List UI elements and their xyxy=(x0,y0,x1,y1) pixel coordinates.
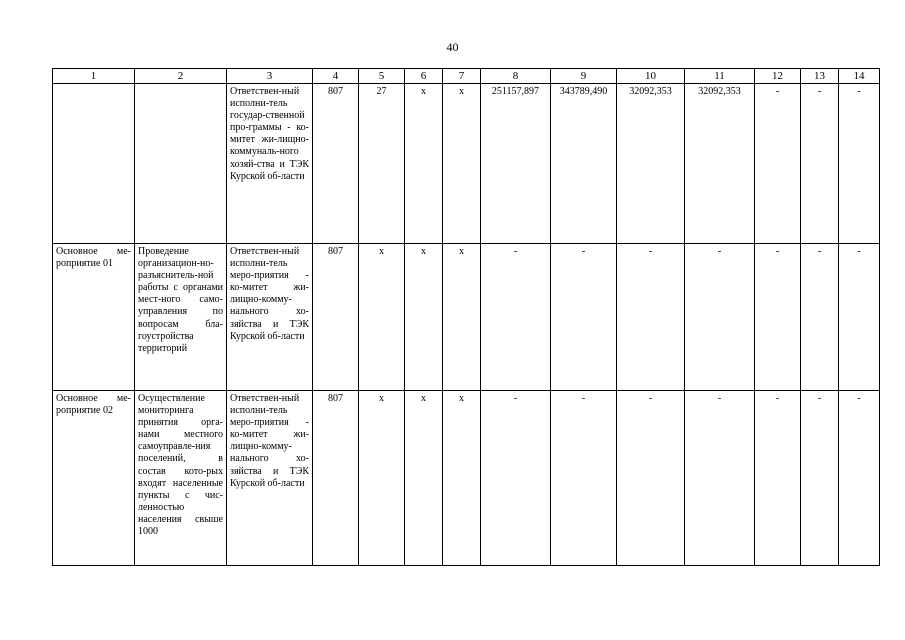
column-header: 4 xyxy=(313,69,359,84)
table-cell: - xyxy=(801,244,839,391)
column-header: 9 xyxy=(551,69,617,84)
table-cell: 343789,490 xyxy=(551,84,617,244)
table-cell: - xyxy=(839,84,880,244)
table-cell: - xyxy=(481,391,551,566)
table-cell: х xyxy=(443,84,481,244)
table-cell: Осуществление мониторинга принятия орга-нами местного самоуправле-ния поселений, в состав кото-рых входят населенные пункты с чис-ленностью населения свыше 1000 xyxy=(135,391,227,566)
table-cell: Ответствен-ный исполни-тель государ-ственной про-граммы - ко-митет жи-лищно-коммуналь-ного хозяй-ства и ТЭК Курской об-ласти xyxy=(227,84,313,244)
table-cell: 807 xyxy=(313,391,359,566)
table-cell: 27 xyxy=(359,84,405,244)
table-row xyxy=(53,84,880,244)
table-cell: - xyxy=(685,391,755,566)
table-row xyxy=(53,391,880,566)
table-cell: Ответствен-ный исполни-тель меро-приятия - ко-митет жи-лищно-комму-нального хо-зяйства и ТЭК Курской об-ласти xyxy=(227,244,313,391)
table-cell: - xyxy=(755,391,801,566)
table-cell: 32092,353 xyxy=(617,84,685,244)
page-number: 40 xyxy=(446,40,459,54)
header-row xyxy=(53,69,880,84)
column-header: 6 xyxy=(405,69,443,84)
table-cell: - xyxy=(551,391,617,566)
column-header: 13 xyxy=(801,69,839,84)
table-cell: х xyxy=(443,391,481,566)
table-cell: Ответствен-ный исполни-тель меро-приятия - ко-митет жи-лищно-комму-нального хо-зяйства и ТЭК Курской об-ласти xyxy=(227,391,313,566)
program-table xyxy=(52,68,880,566)
table-cell: х xyxy=(405,244,443,391)
column-header: 12 xyxy=(755,69,801,84)
column-header: 5 xyxy=(359,69,405,84)
column-header: 11 xyxy=(685,69,755,84)
table-cell: - xyxy=(801,391,839,566)
table-cell: - xyxy=(481,244,551,391)
column-header: 3 xyxy=(227,69,313,84)
table-cell xyxy=(53,84,135,244)
table-cell: 807 xyxy=(313,84,359,244)
table-cell: Основное ме-роприятие 02 xyxy=(53,391,135,566)
column-header: 14 xyxy=(839,69,880,84)
table-cell: - xyxy=(839,244,880,391)
table-cell: - xyxy=(617,244,685,391)
table-cell: х xyxy=(405,391,443,566)
table-cell: - xyxy=(685,244,755,391)
table-cell: х xyxy=(405,84,443,244)
table-cell: - xyxy=(755,84,801,244)
column-header: 1 xyxy=(53,69,135,84)
table-cell: х xyxy=(359,244,405,391)
table-cell: х xyxy=(359,391,405,566)
table-cell: 32092,353 xyxy=(685,84,755,244)
table-cell: - xyxy=(755,244,801,391)
column-header: 8 xyxy=(481,69,551,84)
table-cell: Проведение организацион-но-разъяснитель-ной работы с органами мест-ного само-управления по вопросам бла-гоустройства территорий xyxy=(135,244,227,391)
table-cell xyxy=(135,84,227,244)
table-cell: 251157,897 xyxy=(481,84,551,244)
column-header: 2 xyxy=(135,69,227,84)
table-cell: - xyxy=(839,391,880,566)
table-row xyxy=(53,244,880,391)
table-cell: 807 xyxy=(313,244,359,391)
column-header: 10 xyxy=(617,69,685,84)
table-cell: - xyxy=(617,391,685,566)
table-cell: - xyxy=(801,84,839,244)
table-cell: Основное ме-роприятие 01 xyxy=(53,244,135,391)
column-header: 7 xyxy=(443,69,481,84)
table-cell: - xyxy=(551,244,617,391)
table-cell: х xyxy=(443,244,481,391)
